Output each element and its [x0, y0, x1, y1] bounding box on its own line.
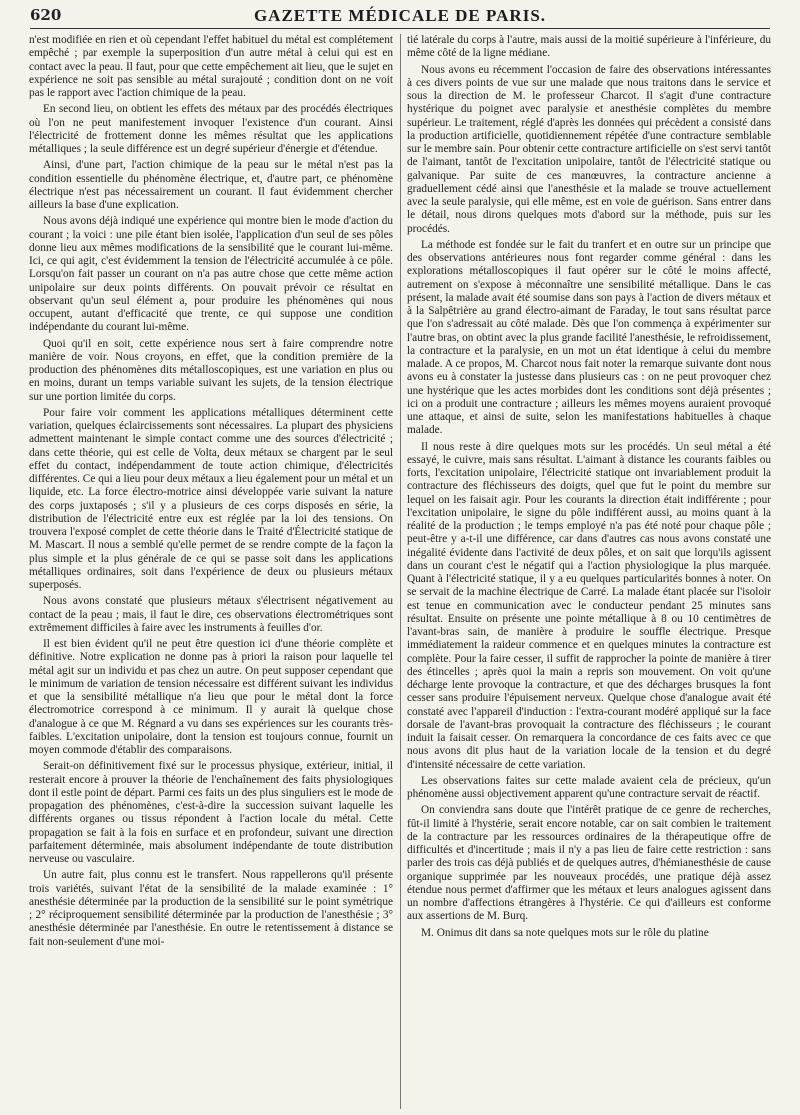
paragraph: Un autre fait, plus connu est le transfert. Nous rappellerons qu'il présente trois variétés, suivant l'état de la sensibilité de la malade examinée : 1° anesthésie déterminée par la production de la sensibilité sur le point symétrique ; 2° réciproquement sensibilité déterminée par la production de l'anesthésie ; 3° anesthésie déterminée par l'anesthésie. En outre le retentissement à distance se fait non-seulement d'une moi-	[29, 869, 393, 948]
paragraph: Quoi qu'il en soit, cette expérience nous sert à faire comprendre notre manière de voir. Nous croyons, en effet, que la condition première de la production des phénomènes dits métalloscopiques, est une variation en plus ou en moins, durant un temps variable suivant les sujets, de la tension électrique sur une portion limitée du corps.	[29, 337, 393, 403]
column-divider	[400, 34, 401, 1109]
paragraph: On conviendra sans doute que l'intérêt pratique de ce genre de recherches, fût-il limité à l'hystérie, serait encore notable, car on sait combien le traitement de la contracture par les ressources ordinaires de la thérapeutique offre de difficultés et d'incertitude ; mais il n'y a pas lieu de faire cette restriction : sans parler des trois cas déjà publiés et de quelques autres, d'hémianesthésie de cause organique supprimée par les nouveaux procédés, une pratique déjà assez étendue nous permet d'affirmer que les métaux et leurs analogues agissent dans un nombre d'affections étrangères à l'hystérie. Ce qui d'ailleurs est conforme aux assertions de M. Burq.	[407, 804, 771, 923]
page-header	[30, 6, 770, 29]
paragraph: La méthode est fondée sur le fait du tranfert et en outre sur un principe que des observations antérieures nous font regarder comme général : dans les explorations métalloscopiques il faut opérer sur le côté le moins affecté, autrement on s'expose à méconnaître une sensibilité métallique. Dans le cas présent, la malade avait été soumise dans son pays à l'action de divers métaux et à la Salpêtrière au grand électro-aimant de Faraday, le tout sans résultat parce que l'on s'adressait au côté malade. Dès que l'on commença à expérimenter sur l'autre bras, on obtint avec la plus grande facilité l'anesthésie, le refroidissement, la contracture et la paralysie, en un mot un état identique à celui du membre malade. A ce propos, M. Charcot nous fait noter la remarque suivante dont nous avons eu à constater la justesse dans plusieurs cas : on ne peut provoquer chez une hystérique que les actes morbides dont les conditions sont déjà présentes ; ici on a produit une contracture ; ailleurs les mêmes moyens auraient provoqué une attaque, et ainsi de suite, selon les manifestations habituelles à chaque malade.	[407, 238, 771, 437]
paragraph: Il nous reste à dire quelques mots sur les procédés. Un seul métal a été essayé, le cuivre, mais sans résultat. L'aimant à distance les courants faibles ou forts, l'excitation unipolaire, l'électricité statique ont invariablement produit la contracture des fléchisseurs des doigts, quel que fut le point du membre sur lequel on les faisait agir. Pour les courants la direction était indifférente ; pour l'excitation unipolaire, le signe du pôle indifférent aussi, au moins quant à la réalité de la production ; le temps employé n'a pas été noté pour chaque pôle ; peut-être y a-t-il une différence, car dans d'autres cas nous avons constaté une inégalité évidente dans l'activité de deux pôles, et on sait que lorqu'ils agissent dans un courant c'est le négatif qui a l'action physiologique la plus marquée. Quant à l'électricité statique, il y a eu quelques particularités bonnes à noter. On se servait de la machine électrique de Carré. La malade étant placée sur l'isoloir est tenue en communication avec le conducteur pendant 25 minutes sans résultat. Ensuite on présente une pointe métallique à 8 ou 10 centimètres de l'avant-bras sain, de manière à produire le souffle électrique. Presque immédiatement la raideur commence et en quelques minutes la contracture est complète. Pour la faire cesser, il suffit de rapprocher la pointe de manière à tirer des étincelles ; après quoi la main a repris son mouvement. On voit qu'une décharge lente provoque la contracture, et que des décharges brusques la font cesser sans produire l'épuisement nerveux. Quelque chose d'analogue avait été constaté avec l'appareil d'induction : l'extra-courant modéré appliqué sur la face dorsale de l'avant-bras provoquait la contracture des fléchisseurs ; le courant induit la faisait cesser. On remarquera la concordance de ces faits avec ce que nous avons dit plus haut de la variation locale de la tension et du degré d'intensité nécessaire de cette variation.	[407, 440, 771, 771]
page-number: 620	[30, 6, 62, 24]
paragraph: Serait-on définitivement fixé sur le processus physique, extérieur, initial, il resterait encore à prouver la théorie de l'enchaînement des faits physiologiques dont il estle point de départ. Parmi ces faits un des plus singuliers est le mode de propagation des phénomènes, c'est-à-dire la succession suivant laquelle les différents organes ou tissus répondent à l'action locale du métal. Cette propagation se fait à la fois en surface et en profondeur, suivant une direction parfaitement déterminée, mais absolument indépendante de toute distribution nerveuse ou vasculaire.	[29, 760, 393, 865]
paragraph: n'est modifiée en rien et où cependant l'effet habituel du métal est complétement empêché ; par exemple la superposition d'un autre métal à celui qui est en contact avec la peau. Il faut, pour que cette empêchement ait lieu, que le sujet en expérience ne soit pas sensible au métal surajouté ; condition dont on ne voit pas le rapport avec l'action chimique de la peau.	[29, 34, 393, 99]
paragraph: Il est bien évident qu'il ne peut être question ici d'une théorie complète et définitive. Notre explication ne donne pas à priori la raison pour laquelle tel métal agit sur un individu et pas chez un autre. On peut supposer cependant que le minimum de variation de tension nécessaire est différent suivant les individus et que la sensibilité métallique n'a lieu que pour le métal dont la force électromotrice correspond à ce minimum. Il y aurait là quelque chose d'analogue à ce que M. Régnard a vu dans ses expériences sur les courants très-faibles. L'excitation unipolaire, dont la tension est toujours connue, fournit un moyen commode d'établir des comparaisons.	[29, 638, 393, 756]
paragraph: Ainsi, d'une part, l'action chimique de la peau sur le métal n'est pas la condition essentielle du phénomène électrique, et, d'autre part, ce phénomène électrique n'est pas nécessairement un courant. Il faut évidemment chercher ailleurs la base d'une explication.	[29, 159, 393, 211]
paragraph: En second lieu, on obtient les effets des métaux par des procédés électriques où l'on ne peut manifestement invoquer l'existence d'un courant. Ainsi l'électricité de frottement donne les mêmes résultat que les applications métalliques ; la seule différence est un degré supérieur d'énergie et d'étendue.	[29, 103, 393, 155]
paragraph: Nous avons eu récemment l'occasion de faire des observations intéressantes à ces divers points de vue sur une malade que nous traitons dans le service et sous la direction de M. le professeur Charcot. Il s'agit d'une contracture hystérique du poignet avec paralysie et anesthésie complètes du membre supérieur. Le traitement, réglé d'après les données qui précèdent a consisté dans la production artificielle, quotidiennement répétée d'une contracture semblable sur le membre sain. Pour obtenir cette contracture artificielle on s'est servi tantôt de l'aimant, tantôt de l'excitation unipolaire, tantôt de l'électricité statique ou galvanique. Par suite de ces manœuvres, la contracture ancienne a graduellement cédé ainsi que l'anesthésie et la malade se trouve actuellement avec la seule paralysie, qui elle même, est en voie de guérison. Sans entrer dans le détail, nous dirons quelques mots d'abord sur la méthode, puis sur les procédés.	[407, 63, 771, 235]
paragraph: tié latérale du corps à l'autre, mais aussi de la moitié supérieure à l'inférieure, du même côté de la ligne médiane.	[407, 34, 771, 60]
paragraph: Les observations faites sur cette malade avaient cela de précieux, qu'un phénomène aussi objectivement apparent qu'une contracture servait de réactif.	[407, 774, 771, 800]
paragraph: Pour faire voir comment les applications métalliques déterminent cette variation, quelques éclaircissements sont nécessaires. La plupart des physiciens admettent maintenant le simple contact comme une des sources d'électricité ; dans cette théorie, qui est celle de Volta, deux métaux se chargent par le seul effet du contact, indépendamment de toute action chimique, d'électricités différentes. Ce qui a lieu pour deux métaux a lieu également pour un métal et un liquide, etc. La force électro-motrice ainsi développée varie suivant la nature des corps juxtaposés ; s'il y a plusieurs de ces corps disposés en série, la distribution de l'électricité entre eux est réglée par la loi des tensions. On trouvera l'exposé complet de cette théorie dans le Traité d'Électricité statique de M. Mascart. Il nous a semblé qu'elle permet de se rendre compte de la façon la plus simple et la plus générale de ce qui se passe soit dans les applications métalliques ordinaires, soit dans l'expérience de deux ou plusieurs métaux superposés.	[29, 406, 393, 591]
paragraph: Nous avons constaté que plusieurs métaux s'électrisent négativement au contact de la peau ; mais, il faut le dire, ces observations électrométriques sont extrêmement difficiles à faire avec les instruments à feuilles d'or.	[29, 595, 393, 634]
journal-title: GAZETTE MÉDICALE DE PARIS.	[253, 6, 547, 25]
paragraph: Nous avons déjà indiqué une expérience qui montre bien le mode d'action du courant ; la voici : une pile étant bien isolée, l'application d'un seul de ses pôles donne lieu aux mêmes modifications de la sensibilité que le courant lui-même. Ici, ce qui agit, c'est évidemment la tension de l'électricité accumulée à ce pôle. Lorsqu'on fait passer un courant on n'a pas autre chose que cette même action unipolaire sur deux points différents. On pouvait prévoir ce résultat en observant qu'un seul élément a, pour produire les phénomènes qui nous occupent, autant d'efficacité que trente, ce qui suppose une condition indépendante du courant lui-même.	[29, 215, 393, 334]
left-column	[29, 34, 393, 952]
paragraph: M. Onimus dit dans sa note quelques mots sur le rôle du platine	[421, 926, 709, 939]
right-column	[407, 34, 771, 943]
